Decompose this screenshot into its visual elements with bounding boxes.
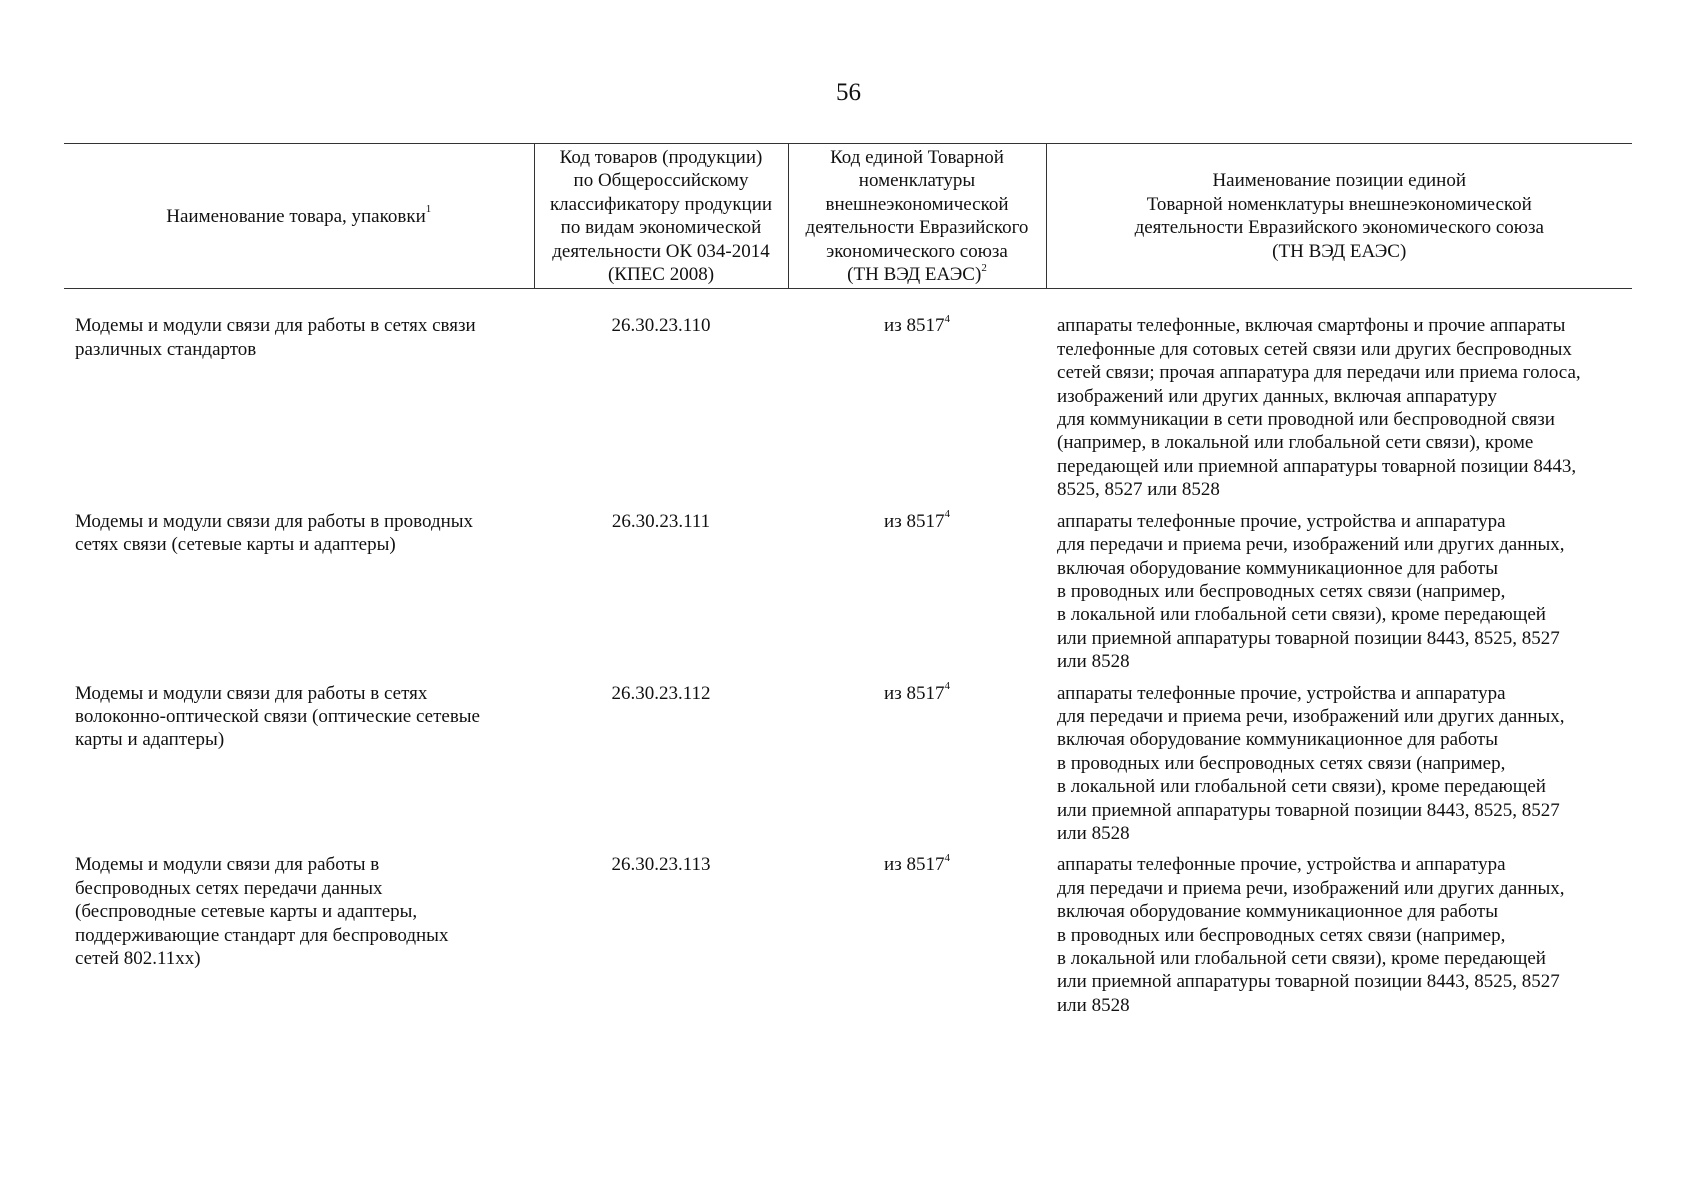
header-text-line: Наименование товара, упаковки — [166, 205, 426, 227]
goods-name-line: различных стандартов — [75, 338, 257, 360]
goods-name-line: сетей 802.11xx) — [75, 948, 201, 969]
footnote-ref: 2 — [981, 261, 987, 274]
tnved-name-line: или 8528 — [1057, 822, 1130, 844]
tnved-name-line: изображений или других данных, включая аппаратуру — [1057, 385, 1497, 407]
header-tnved-name — [1046, 144, 1632, 289]
tnved-name-line: в проводных или беспроводных сетях связи (например, — [1057, 924, 1506, 946]
table-row — [64, 510, 1632, 682]
tnved-name-line: или приемной аппаратуры товарной позиции 8443, 8525, 8527 — [1057, 971, 1560, 993]
table-row — [64, 853, 1632, 1025]
cell-tnved-name — [1046, 853, 1632, 1025]
tnved-name-line: в проводных или беспроводных сетях связи (например, — [1057, 752, 1506, 774]
tnved-code: из 8517 — [884, 510, 945, 532]
tnved-name-line: в локальной или глобальной сети связи), кроме передающей — [1057, 776, 1546, 798]
header-text-line: (КПЕС 2008) — [607, 264, 715, 286]
goods-name-line: Модемы и модули связи для работы в сетях связи — [75, 315, 476, 337]
tnved-name-line: в проводных или беспроводных сетях связи (например, — [1057, 580, 1506, 602]
cell-okpd-code — [534, 853, 788, 1025]
header-goods-name — [64, 144, 534, 289]
cell-tnved-code — [788, 853, 1046, 1025]
footnote-ref: 4 — [944, 313, 950, 326]
header-text-line: номенклатуры — [858, 170, 976, 192]
cell-tnved-name — [1046, 510, 1632, 682]
header-text-line-wrap — [68, 205, 530, 228]
cell-goods-name — [64, 853, 534, 1025]
footnote-ref: 1 — [425, 203, 432, 216]
tnved-name-line: включая оборудование коммуникационное для работы — [1057, 557, 1498, 579]
tnved-name-line: для передачи и приема речи, изображений или других данных, — [1057, 534, 1565, 556]
header-tnved-code — [788, 144, 1046, 289]
header-text-line-wrap — [793, 263, 1042, 286]
okpd-code: 26.30.23.113 — [611, 854, 711, 876]
table-body — [64, 289, 1632, 1025]
header-text-line: классификатору продукции — [549, 193, 773, 215]
tnved-name-line: включая оборудование коммуникационное для работы — [1057, 901, 1498, 923]
footnote-ref: 4 — [944, 852, 950, 865]
tnved-name-line: аппараты телефонные прочие, устройства и аппаратура — [1057, 854, 1506, 876]
goods-name-line: Модемы и модули связи для работы в сетях — [75, 682, 428, 704]
okpd-code: 26.30.23.110 — [611, 315, 711, 337]
goods-name-line: Модемы и модули связи для работы в — [75, 854, 380, 876]
tnved-name-line: в локальной или глобальной сети связи), кроме передающей — [1057, 604, 1546, 626]
header-text-line: деятельности ОК 034-2014 — [552, 240, 770, 262]
footnote-ref: 4 — [944, 508, 950, 521]
tnved-name-line: передающей или приемной аппаратуры товарной позиции 8443, — [1057, 455, 1577, 477]
table-header — [64, 144, 1632, 289]
okpd-code: 26.30.23.112 — [611, 682, 711, 704]
goods-name-line: Модемы и модули связи для работы в проводных — [75, 510, 474, 532]
cell-tnved-name — [1046, 682, 1632, 854]
cell-okpd-code — [534, 289, 788, 510]
tnved-name-line: аппараты телефонные прочие, устройства и аппаратура — [1057, 510, 1506, 532]
header-text-line: внешнеэкономической — [825, 193, 1009, 215]
goods-name-line: поддерживающие стандарт для беспроводных — [75, 924, 449, 946]
footnote-ref: 4 — [944, 680, 950, 693]
cell-tnved-code — [788, 289, 1046, 510]
cell-okpd-code — [534, 682, 788, 854]
table-row — [64, 682, 1632, 854]
goods-name-line: карты и адаптеры) — [75, 729, 225, 751]
cell-tnved-code — [788, 682, 1046, 854]
tnved-name-line: в локальной или глобальной сети связи), кроме передающей — [1057, 948, 1546, 969]
header-text-line: по Общероссийскому — [573, 170, 749, 192]
goods-name-line: беспроводных сетях передачи данных — [75, 877, 383, 899]
tnved-name-line: (например, в локальной или глобальной сети связи), кроме — [1057, 432, 1534, 454]
goods-table — [64, 143, 1632, 1025]
tnved-name-line: аппараты телефонные прочие, устройства и аппаратура — [1057, 682, 1506, 704]
page-number: 56 — [836, 79, 861, 106]
goods-name-line: сетях связи (сетевые карты и адаптеры) — [75, 534, 396, 556]
header-text-line: Код товаров (продукции) — [559, 147, 763, 168]
okpd-code: 26.30.23.111 — [611, 510, 711, 532]
tnved-name-line: для передачи и приема речи, изображений или других данных, — [1057, 705, 1565, 727]
cell-goods-name — [64, 682, 534, 854]
tnved-name-line: или приемной аппаратуры товарной позиции 8443, 8525, 8527 — [1057, 799, 1560, 821]
tnved-name-line: или 8528 — [1057, 651, 1130, 673]
header-text-line: (ТН ВЭД ЕАЭС) — [1272, 240, 1407, 262]
header-text-line: экономического союза — [826, 240, 1008, 262]
cell-tnved-name — [1046, 289, 1632, 510]
header-text-line: по видам экономической — [560, 217, 762, 239]
header-text-line: Наименование позиции единой — [1212, 170, 1467, 192]
tnved-name-line: для передачи и приема речи, изображений или других данных, — [1057, 877, 1565, 899]
tnved-name-line: включая оборудование коммуникационное для работы — [1057, 729, 1498, 751]
cell-goods-name — [64, 510, 534, 682]
tnved-name-line: 8525, 8527 или 8528 — [1057, 479, 1220, 501]
header-text-line: деятельности Евразийского — [805, 217, 1029, 239]
tnved-name-line: телефонные для сотовых сетей связи или других беспроводных — [1057, 338, 1572, 360]
header-okpd-code — [534, 144, 788, 289]
header-text-line: Товарной номенклатуры внешнеэкономической — [1146, 193, 1532, 215]
header-text-line: деятельности Евразийского экономического союза — [1134, 217, 1544, 239]
tnved-code: из 8517 — [884, 315, 945, 337]
table-row — [64, 289, 1632, 510]
cell-tnved-code — [788, 510, 1046, 682]
goods-name-line: волоконно-оптической связи (оптические сетевые — [75, 705, 480, 727]
header-text-line: (ТН ВЭД ЕАЭС) — [847, 264, 982, 286]
goods-name-line: (беспроводные сетевые карты и адаптеры, — [75, 901, 418, 923]
tnved-name-line: или 8528 — [1057, 994, 1130, 1016]
tnved-name-line: для коммуникации в сети проводной или беспроводной связи — [1057, 409, 1555, 431]
tnved-name-line: аппараты телефонные, включая смартфоны и прочие аппараты — [1057, 315, 1566, 337]
header-text-line: Код единой Товарной — [830, 147, 1004, 168]
tnved-name-line: или приемной аппаратуры товарной позиции 8443, 8525, 8527 — [1057, 627, 1560, 649]
tnved-name-line: сетей связи; прочая аппаратура для передачи или приема голоса, — [1057, 362, 1581, 384]
cell-okpd-code — [534, 510, 788, 682]
cell-goods-name — [64, 289, 534, 510]
tnved-code: из 8517 — [884, 682, 945, 704]
tnved-code: из 8517 — [884, 854, 945, 876]
